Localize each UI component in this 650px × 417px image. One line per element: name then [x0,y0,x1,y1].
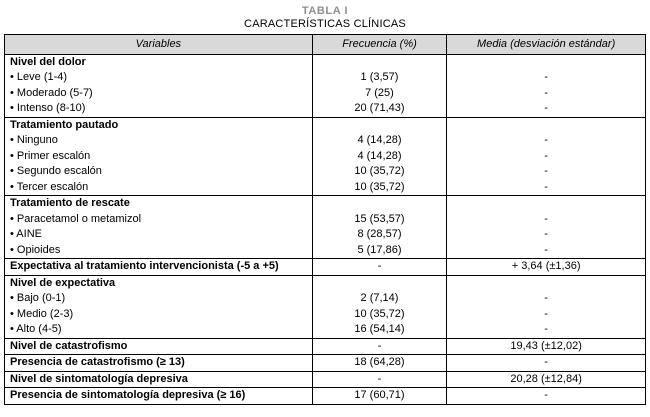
variable-cell: • Tercer escalón [10,180,89,193]
media-cell [447,275,646,291]
media-cell [447,196,646,212]
variable-cell: Presencia de catastrofismo (≥ 13) [5,355,313,372]
media-cell: - [447,227,646,243]
variable-cell: • Medio (2-3) [10,307,74,320]
variable-cell: • Leve (1-4) [10,71,68,83]
item-row [5,227,646,243]
media-cell [447,117,646,133]
variable-cell: • Opioides [10,243,61,256]
media-cell: 19,43 (±12,02) [447,338,646,355]
media-cell [447,54,646,70]
variable-cell: Nivel de catastrofismo [5,338,313,355]
section-header-row [5,54,646,70]
item-row [5,133,646,149]
frecuencia-cell: 4 (14,28) [312,133,447,149]
variable-cell: Tratamiento de rescate [5,196,313,212]
frecuencia-cell: 5 (17,86) [312,243,447,259]
media-cell: - [447,291,646,307]
item-row [5,322,646,338]
frecuencia-cell [312,117,447,133]
variable-cell: Nivel de sintomatología depresiva [5,371,313,388]
frecuencia-cell: 16 (54,14) [312,322,447,338]
variable-cell: Expectativa al tratamiento intervencionista (-5 a +5) [5,259,313,276]
variable-cell: • Paracetamol o metamizol [10,212,142,225]
frecuencia-cell: 10 (35,72) [312,164,447,180]
frecuencia-cell: 17 (60,71) [312,388,447,405]
variable-cell: • Primer escalón [10,149,91,162]
media-cell: - [447,307,646,323]
variable-cell: • AINE [10,228,42,240]
table-caption-title: CARACTERÍSTICAS CLÍNICAS [244,18,406,30]
media-cell: - [447,164,646,180]
media-cell: - [447,243,646,259]
variable-cell: • Ninguno [10,134,58,146]
column-header-media: Media (desviación estándar) [447,35,646,55]
section-header-row [5,275,646,291]
frecuencia-cell: 7 (25) [312,86,447,102]
item-row [5,180,646,196]
section-header-row [5,259,646,276]
item-row [5,86,646,102]
item-row [5,307,646,323]
frecuencia-cell: 18 (64,28) [312,355,447,372]
frecuencia-cell: - [312,371,447,388]
media-cell: + 3,64 (±1,36) [447,259,646,276]
item-row [5,70,646,86]
frecuencia-cell [312,275,447,291]
variable-cell: • Intenso (8-10) [10,102,86,114]
variable-cell: • Segundo escalón [10,165,102,177]
frecuencia-cell: 1 (3,57) [312,70,447,86]
frecuencia-cell: 4 (14,28) [312,149,447,165]
media-cell: - [447,388,646,405]
variable-cell: • Bajo (0-1) [10,292,66,304]
variable-cell: Tratamiento pautado [5,117,313,133]
clinical-characteristics-table [4,34,646,405]
variable-cell: • Moderado (5-7) [10,86,93,99]
item-row [5,291,646,307]
frecuencia-cell: 2 (7,14) [312,291,447,307]
section-header-row [5,117,646,133]
variable-cell: • Alto (4-5) [10,323,62,335]
item-row [5,101,646,117]
media-cell: - [447,133,646,149]
frecuencia-cell: - [312,338,447,355]
column-header-frecuencia: Frecuencia (%) [312,35,447,55]
table-body [5,54,646,404]
item-row [5,243,646,259]
item-row [5,149,646,165]
media-cell: - [447,355,646,372]
variable-cell: Presencia de sintomatología depresiva (≥ 16) [5,388,313,405]
item-row [5,212,646,228]
item-row [5,164,646,180]
section-header-row [5,371,646,388]
section-header-row [5,388,646,405]
media-cell: - [447,180,646,196]
frecuencia-cell: 15 (53,57) [312,212,447,228]
media-cell: 20,28 (±12,84) [447,371,646,388]
section-header-row [5,196,646,212]
frecuencia-cell [312,54,447,70]
frecuencia-cell: 20 (71,43) [312,101,447,117]
variable-cell: Nivel de expectativa [5,275,313,291]
media-cell: - [447,70,646,86]
column-header-row [5,35,646,55]
section-header-row [5,338,646,355]
frecuencia-cell: 8 (28,57) [312,227,447,243]
frecuencia-cell: 10 (35,72) [312,307,447,323]
column-header-variables: Variables [5,35,313,55]
media-cell: - [447,86,646,102]
media-cell: - [447,101,646,117]
section-header-row [5,355,646,372]
media-cell: - [447,149,646,165]
media-cell: - [447,212,646,228]
frecuencia-cell [312,196,447,212]
frecuencia-cell: 10 (35,72) [312,180,447,196]
variable-cell: Nivel del dolor [5,54,313,70]
media-cell: - [447,322,646,338]
frecuencia-cell: - [312,259,447,276]
table-caption-number: TABLA I [301,5,349,17]
